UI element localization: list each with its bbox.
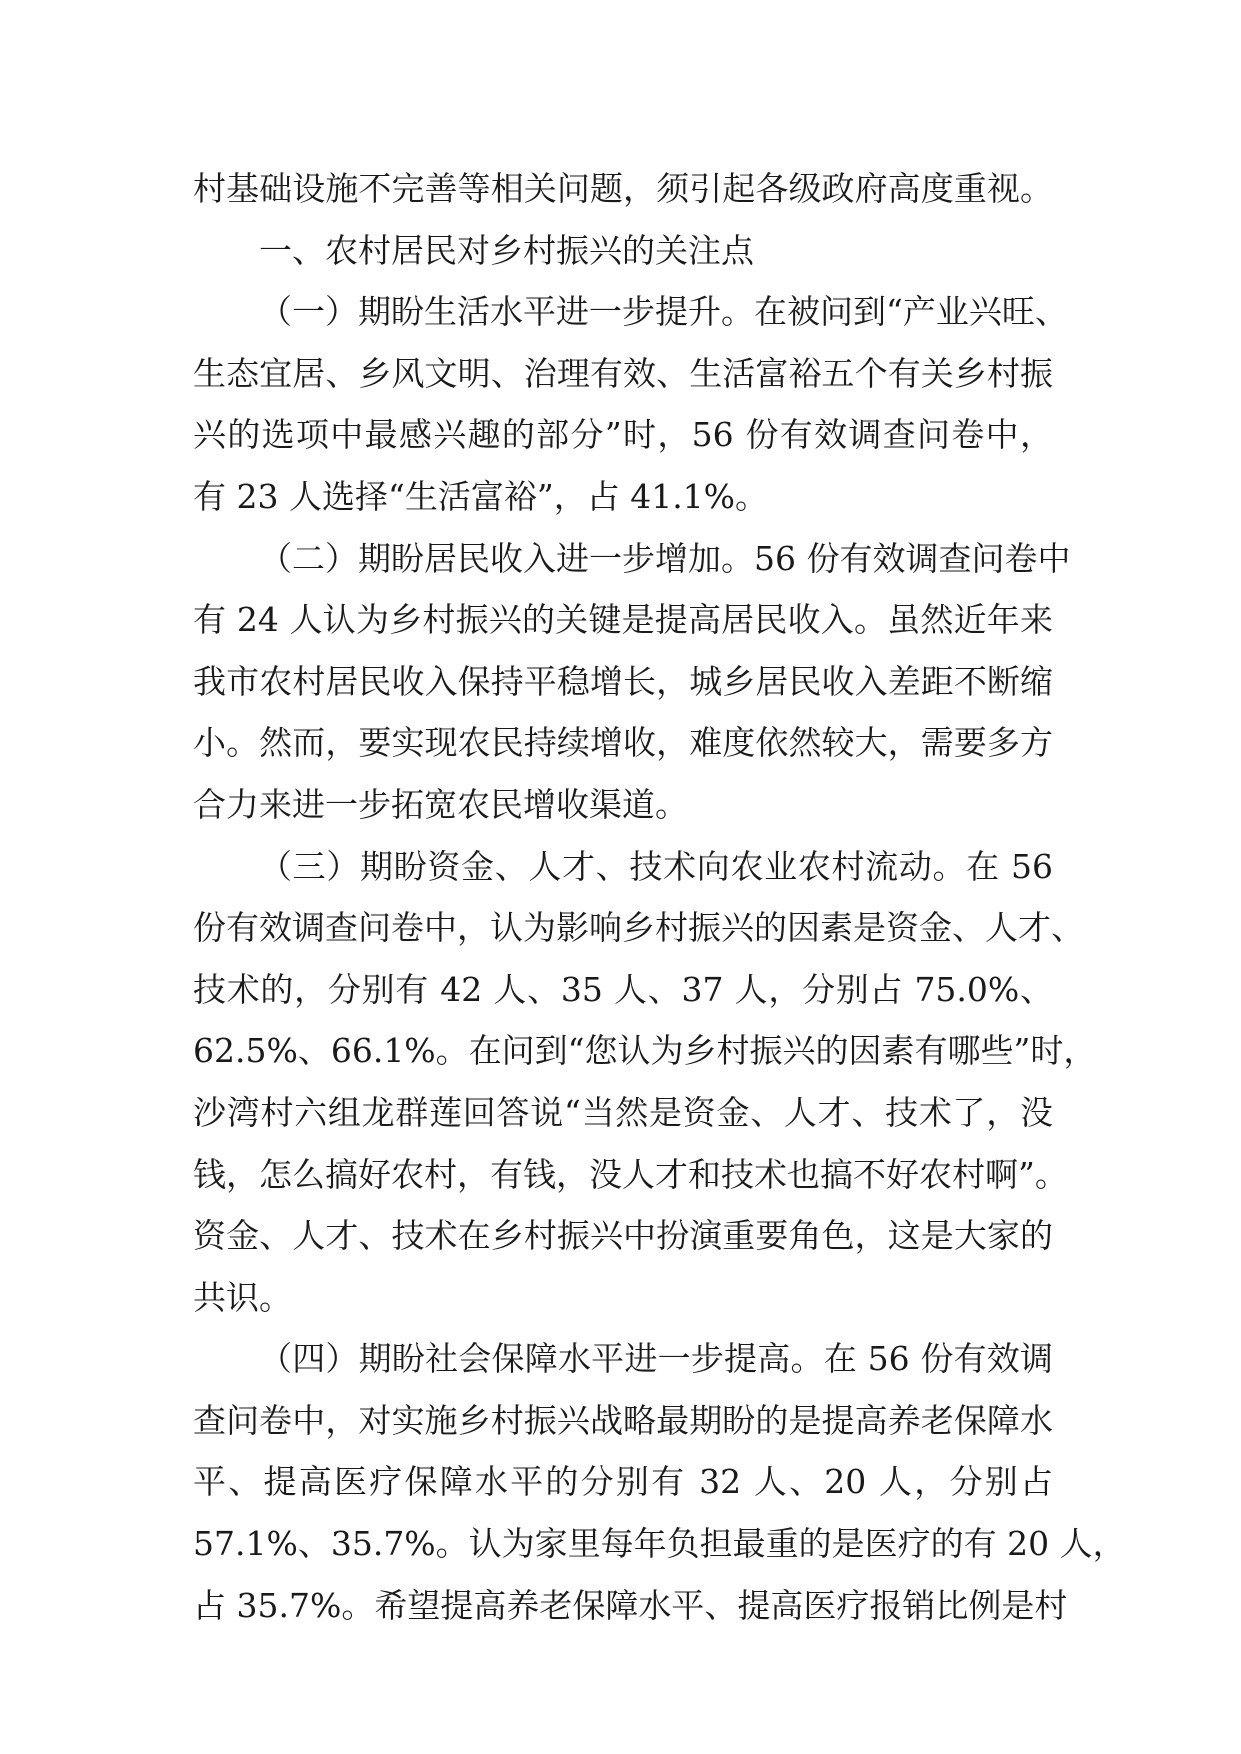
text-line: 有 23 人选择“生活富裕”，占 41.1%。 xyxy=(193,476,769,516)
text-line: （四）期盼社会保障水平进一步提高。在 56 份有效调 xyxy=(259,1339,1053,1379)
text-line: 钱，怎么搞好农村，有钱，没人才和技术也搞不好农村啊”。 xyxy=(193,1154,1068,1194)
text-line: 村基础设施不完善等相关问题，须引起各级政府高度重视。 xyxy=(193,169,1053,208)
text-line: 平、提高医疗保障水平的分别有 32 人、20 人，分别占 xyxy=(193,1462,1053,1502)
text-line: 兴的选项中最感兴趣的部分”时，56 份有效调查问卷中， xyxy=(193,415,1053,455)
text-line: （一）期盼生活水平进一步提升。在被问到“产业兴旺、 xyxy=(259,292,1068,332)
text-line: 生态宜居、乡风文明、治理有效、生活富裕五个有关乡村振 xyxy=(193,353,1053,393)
text-line: 小。然而，要实现农民持续增收，难度依然较大，需要多方 xyxy=(193,723,1053,763)
text-line: 共识。 xyxy=(193,1277,292,1317)
text-line: 资金、人才、技术在乡村振兴中扮演重要角色，这是大家的 xyxy=(193,1216,1053,1256)
text-line: 62.5%、66.1%。在问到“您认为乡村振兴的因素有哪些”时， xyxy=(193,1031,1097,1071)
text-line: 技术的，分别有 42 人、35 人、37 人，分别占 75.0%、 xyxy=(193,969,1053,1009)
text-line: 份有效调查问卷中，认为影响乡村振兴的因素是资金、人才、 xyxy=(193,908,1084,948)
section-heading: 一、农村居民对乡村振兴的关注点 xyxy=(259,230,754,270)
text-line: 沙湾村六组龙群莲回答说“当然是资金、人才、技术了，没 xyxy=(193,1092,1053,1132)
text-line: 占 35.7%。希望提高养老保障水平、提高医疗报销比例是村 xyxy=(193,1585,1068,1625)
text-line: 57.1%、35.7%。认为家里每年负担最重的是医疗的有 20 人， xyxy=(193,1524,1126,1564)
text-line: 合力来进一步拓宽农民增收渠道。 xyxy=(193,784,688,824)
document-body xyxy=(193,158,1126,1636)
text-line: （二）期盼居民收入进一步增加。56 份有效调查问卷中 xyxy=(259,538,1071,578)
text-line: 我市农村居民收入保持平稳增长，城乡居民收入差距不断缩 xyxy=(193,661,1053,701)
text-line: （三）期盼资金、人才、技术向农业农村流动。在 56 xyxy=(259,846,1053,886)
text-line: 有 24 人认为乡村振兴的关键是提高居民收入。虽然近年来 xyxy=(193,600,1053,640)
text-line: 查问卷中，对实施乡村振兴战略最期盼的是提高养老保障水 xyxy=(193,1400,1053,1440)
